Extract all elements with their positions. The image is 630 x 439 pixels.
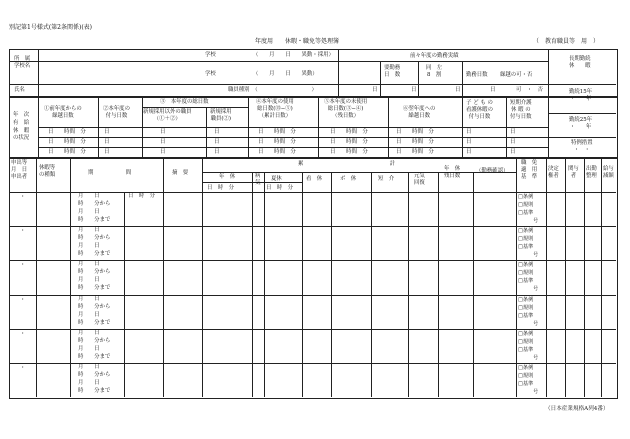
summary-cell: 日 (214, 149, 220, 155)
period-from-time: 時 分から (78, 235, 111, 242)
footer-note: （日本産業規格A列4番） (545, 406, 609, 412)
period-from-time: 時 分から (78, 303, 111, 310)
summary-cell: 日 時間 分 (396, 149, 434, 155)
summary-cell: 日 時間 分 (330, 149, 368, 155)
row-mark: ・ (20, 365, 26, 371)
exempt-number: 号 (533, 286, 539, 293)
school-word-2: 学校 (205, 71, 216, 77)
day-mark: 日 (455, 87, 461, 93)
log-total-header: 累 計 (298, 161, 396, 167)
summary-cell: 日 (466, 129, 472, 135)
col-child-care: 子 ど も の 看護休暇の 付与日数 (466, 100, 493, 120)
log-period-header: 期 間 (88, 170, 132, 176)
period-to-date: 月 日 (78, 311, 100, 318)
service15: 勤続15年 ・ 年 (569, 89, 593, 102)
summary-side-label: 年 次 有 給 休 暇 の状況 (13, 112, 30, 142)
salary-header: 給与 減額 (603, 166, 614, 179)
period-from-date: 月 日 (78, 261, 100, 268)
row-mark: ・ (20, 262, 26, 269)
period-to-time: 時 分まで (78, 319, 111, 326)
exempt-checkbox[interactable]: □条例 (518, 365, 534, 371)
period-from-date: 月 日 (78, 193, 100, 199)
summary-cell: 日 時間 分 (48, 139, 86, 145)
exempt-checkbox[interactable]: □規則 (518, 373, 534, 379)
summary-cell: 日 時間 分 (396, 129, 434, 135)
exempt-checkbox[interactable]: □基準 (518, 278, 534, 285)
log-reason-header: 摘 要 (172, 170, 189, 176)
period-to-time: 時 分まで (78, 353, 111, 360)
required-days: 要勤務 日 数 (384, 65, 401, 78)
day-mark: 日 (372, 87, 378, 93)
period-from-time: 時 分から (78, 269, 111, 276)
col-used: ④本年度の使用 総日数(⑬−⑤) （累計日数） (256, 99, 294, 119)
deduct-header: （勤務確認） (476, 168, 509, 174)
form-category: （ 教育職員等 用 ） (533, 38, 600, 45)
col-remaining: ⑤本年度の未使用 総日数(③−④) （残日数） (324, 99, 368, 119)
period-to-time: 時 分まで (78, 251, 111, 258)
prev-year-title: 前々年度の勤務実績 (410, 53, 459, 59)
summary-cell: 日 時間 分 (258, 149, 296, 155)
bo-header: ボ 休 (340, 176, 357, 182)
service25: 勤続25年 ・ 年 (569, 117, 593, 130)
decider-header: 決定 権者 (548, 166, 559, 179)
attendance-header: 出勤 整理 (586, 166, 597, 179)
exempt-checkbox[interactable]: □基準 (518, 312, 534, 319)
exempt-checkbox[interactable]: □規則 (518, 304, 534, 311)
long-service: 長期勤続 休 暇 (569, 56, 591, 69)
exempt-checkbox[interactable]: □基準 (518, 244, 534, 251)
summary-cell: 日 (510, 129, 516, 135)
period-to-date: 月 日 (78, 209, 100, 215)
period-from-time: 時 分から (78, 372, 111, 378)
summary-cell: 日 時間 分 (48, 129, 86, 135)
summary-cell: 日 (466, 149, 472, 155)
nenkyu-header: 年 休 (219, 174, 236, 180)
col-granted: ②本年度の 付与日数 (103, 106, 130, 119)
exempt-checkbox[interactable]: □規則 (518, 270, 534, 277)
exempt-checkbox[interactable]: □条例 (518, 296, 534, 303)
summary-cell: 日 (160, 139, 166, 145)
row-mark: ・ (20, 228, 26, 235)
summary-cell: 日 時間 分 (258, 139, 296, 145)
byoki-header: 病 気 (255, 173, 261, 186)
period-from-date: 月 日 (78, 329, 100, 336)
day-mark: 日 (490, 87, 496, 93)
page-title: 年度用 休暇・職免等処理簿 (255, 38, 340, 45)
kango-header: 看 休 (306, 176, 323, 182)
exempt-number: 号 (533, 218, 539, 224)
period-from-time: 時 分から (78, 337, 111, 344)
school-line-2: （ 月 日 異動） (253, 71, 318, 77)
row-mark: ・ (20, 194, 26, 200)
period-to-time: 時 分まで (78, 217, 111, 223)
exempt-checkbox[interactable]: □条例 (518, 194, 534, 200)
same-ratio: 同 左 8 割 (426, 65, 443, 78)
exempt-checkbox[interactable]: □基準 (518, 346, 534, 353)
tankai-header: 短 介 (378, 176, 395, 182)
nenkyu-remain-header: 年 休 残日数 (444, 166, 461, 179)
summary-cell: 日 時間 分 (48, 149, 86, 155)
day-mark: 日 (411, 87, 417, 93)
period-from-date: 月 日 (78, 364, 100, 370)
period-from-date: 月 日 (78, 227, 100, 234)
summary-cell: 日 時間 分 (258, 129, 296, 135)
exempt-number: 号 (533, 389, 539, 395)
summary-cell: 日 時間 分 (330, 139, 368, 145)
exempt-checkbox[interactable]: □条例 (518, 262, 534, 269)
school-line-1: （ 月 日 異動・採用） (253, 52, 334, 58)
exempt-number: 号 (533, 252, 539, 259)
col-carryover: ①前年度からの 繰越日数 (44, 106, 82, 119)
summary-cell: 日 (104, 149, 110, 155)
summary-cell: 日 (466, 139, 472, 145)
period-to-date: 月 日 (78, 277, 100, 284)
row-mark: ・ (20, 296, 26, 303)
exempt-checkbox[interactable]: □基準 (518, 210, 534, 216)
log-date-header: 申出等 月 日 申出者 (11, 160, 28, 180)
exempt-header: 職 免 適 用 基 準 (521, 160, 538, 180)
summary-cell: 日 (510, 139, 516, 145)
log-type-header: 休暇等 の種類 (39, 165, 56, 178)
summary-cell: 日 (510, 149, 516, 155)
units-nenkyu: 日 時 分 (207, 185, 234, 191)
summary-cell: 日 (214, 139, 220, 145)
period-to-time: 時 分まで (78, 285, 111, 292)
exempt-checkbox[interactable]: □規則 (518, 338, 534, 345)
period-from-date: 月 日 (78, 295, 100, 302)
natsu-header: 夏休 (271, 176, 282, 182)
col-short-care: 短期介護 休 暇 の 付与日数 (510, 100, 532, 120)
work-days: 勤務日数 (466, 72, 488, 78)
summary-cell: 日 (214, 129, 220, 135)
units-natsu: 日 時 分 (266, 185, 293, 191)
name-label: 氏名 (14, 87, 25, 93)
col-total-existing: 新規採用以外の職員 （①＋②） (143, 109, 192, 122)
col-next-year: ⑥翌年度への 繰越日数 (403, 106, 436, 119)
school-label: 所 属 学校名 (14, 56, 31, 69)
exempt-number: 号 (533, 320, 539, 327)
special: 特例措置 ・ ・ (571, 140, 593, 153)
ka-hi: 可 ・ 否 (516, 87, 543, 93)
exempt-checkbox[interactable]: □規則 (518, 202, 534, 208)
exempt-checkbox[interactable]: □基準 (518, 381, 534, 387)
exempt-checkbox[interactable]: □条例 (518, 228, 534, 235)
form-id: 別記第1号様式(第2条関係)(表) (9, 24, 92, 31)
summary-cell: 日 時間 分 (396, 139, 434, 145)
period-to-date: 月 日 (78, 380, 100, 386)
period-to-date: 月 日 (78, 345, 100, 352)
exempt-checkbox[interactable]: □条例 (518, 330, 534, 337)
exempt-number: 号 (533, 354, 539, 361)
col-total-new: 新規採用 職員(②) (210, 109, 232, 122)
related-header: 関与 者 (568, 166, 579, 179)
period-days: 日 時 分 (128, 193, 155, 199)
period-to-time: 時 分まで (78, 388, 111, 394)
carry-ok: 繰越の可・否 (500, 72, 533, 78)
summary-cell: 日 (160, 129, 166, 135)
summary-cell: 日 時間 分 (330, 129, 368, 135)
staff-type: 職員種別 （ ） (228, 87, 317, 93)
col-total: ③ 本年度の総日数 (160, 99, 209, 105)
summary-cell: 日 (104, 139, 110, 145)
school-word-1: 学校 (205, 52, 216, 58)
exempt-checkbox[interactable]: □規則 (518, 236, 534, 243)
row-mark: ・ (20, 330, 26, 337)
genki-header: 元気 回復 (414, 173, 425, 186)
period-from-time: 時 分から (78, 201, 111, 207)
summary-cell: 日 (104, 129, 110, 135)
period-to-date: 月 日 (78, 243, 100, 250)
summary-cell: 日 (160, 149, 166, 155)
